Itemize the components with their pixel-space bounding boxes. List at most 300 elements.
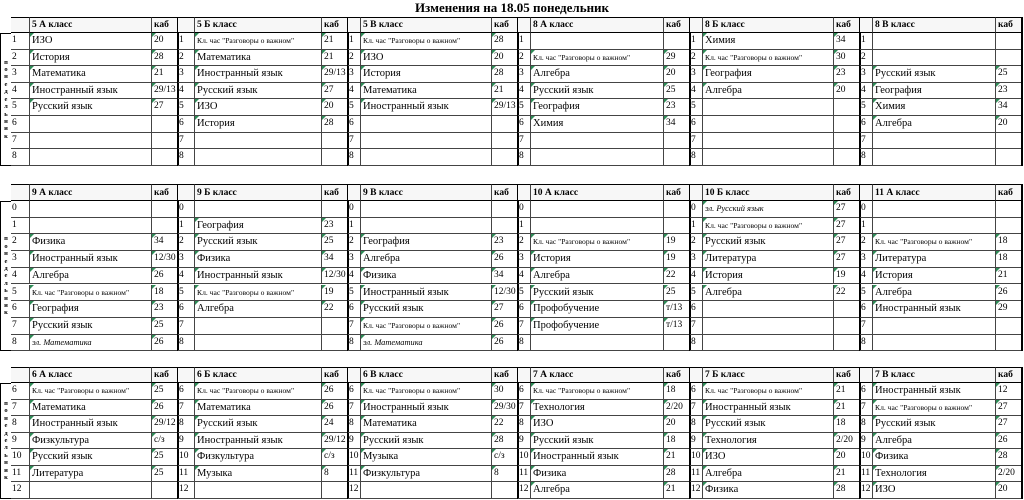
room-cell[interactable] [996, 318, 1022, 335]
subject-cell[interactable]: Русский язык [873, 416, 996, 433]
room-cell[interactable]: 27 [834, 218, 860, 235]
subject-cell[interactable]: эл. Математика [361, 335, 492, 352]
subject-cell[interactable]: Кл. час "Разговоры о важном" [361, 318, 492, 335]
subject-cell[interactable]: Русский язык [873, 66, 996, 83]
room-cell[interactable]: 26 [322, 383, 348, 400]
subject-cell[interactable]: Литература [703, 251, 834, 268]
room-cell[interactable]: 25 [664, 285, 690, 302]
room-cell[interactable]: 23 [152, 301, 178, 318]
subject-cell[interactable]: Русский язык [703, 416, 834, 433]
room-cell[interactable] [996, 218, 1022, 235]
room-cell[interactable] [152, 116, 178, 133]
room-cell[interactable] [152, 149, 178, 166]
subject-cell[interactable]: Литература [873, 251, 996, 268]
room-cell[interactable]: 34 [834, 33, 860, 50]
subject-cell[interactable]: Русский язык [531, 285, 664, 302]
lesson-number: 8 [518, 416, 531, 433]
subject-cell[interactable] [703, 301, 834, 318]
room-cell[interactable] [322, 149, 348, 166]
room-cell[interactable]: 29 [664, 50, 690, 67]
room-cell[interactable]: 8 [492, 466, 518, 483]
room-cell[interactable]: 28 [152, 50, 178, 67]
room-cell[interactable]: 18 [996, 234, 1022, 251]
room-cell[interactable]: 27 [492, 301, 518, 318]
subject-cell[interactable] [703, 133, 834, 150]
room-cell[interactable]: 26 [996, 285, 1022, 302]
subject-cell[interactable] [30, 116, 152, 133]
subject-cell[interactable] [195, 335, 322, 352]
lesson-number: 6 [11, 301, 30, 318]
room-cell[interactable]: 26 [322, 400, 348, 417]
room-cell[interactable]: 27 [996, 400, 1022, 417]
room-cell[interactable]: 18 [664, 433, 690, 450]
subject-cell[interactable]: Русский язык [30, 318, 152, 335]
room-cell[interactable]: 28 [492, 66, 518, 83]
room-cell[interactable]: 25 [152, 466, 178, 483]
subject-cell[interactable]: География [195, 218, 322, 235]
subject-cell[interactable] [30, 133, 152, 150]
subject-cell[interactable]: Химия [873, 99, 996, 116]
subject-cell[interactable]: Русский язык [195, 234, 322, 251]
lesson-number: 5 [518, 99, 531, 116]
subject-cell[interactable]: Химия [703, 33, 834, 50]
room-cell[interactable] [152, 133, 178, 150]
subject-cell[interactable]: Иностранный язык [30, 251, 152, 268]
subject-cell[interactable] [873, 201, 996, 218]
lesson-number: 5 [860, 285, 873, 302]
room-cell[interactable]: 25 [152, 383, 178, 400]
subject-cell[interactable] [703, 116, 834, 133]
room-cell[interactable] [664, 335, 690, 352]
subject-cell[interactable]: Иностранный язык [703, 400, 834, 417]
subject-cell[interactable]: История [195, 116, 322, 133]
subject-cell[interactable]: История [873, 268, 996, 285]
subject-cell[interactable]: Физкультура [195, 449, 322, 466]
subject-cell[interactable]: Технология [531, 400, 664, 417]
room-cell[interactable]: 25 [322, 234, 348, 251]
subject-cell[interactable] [361, 218, 492, 235]
room-cell[interactable]: 21 [492, 83, 518, 100]
subject-cell[interactable]: Химия [531, 116, 664, 133]
subject-cell[interactable]: Алгебра [531, 482, 664, 499]
subject-cell[interactable]: эл. Математика [30, 335, 152, 352]
room-cell[interactable]: 22 [664, 268, 690, 285]
class-header-num [178, 367, 195, 383]
room-cell[interactable]: 27 [996, 416, 1022, 433]
subject-cell[interactable]: Кл. час "Разговоры о важном" [703, 50, 834, 67]
subject-cell[interactable] [361, 116, 492, 133]
subject-cell[interactable]: История [30, 50, 152, 67]
room-cell[interactable] [996, 133, 1022, 150]
room-cell[interactable]: 26 [492, 335, 518, 352]
room-cell[interactable] [492, 116, 518, 133]
room-cell[interactable] [996, 201, 1022, 218]
subject-cell[interactable] [703, 318, 834, 335]
subject-cell[interactable]: История [531, 251, 664, 268]
room-cell[interactable]: 34 [492, 268, 518, 285]
room-cell[interactable]: 25 [152, 318, 178, 335]
room-cell[interactable]: 18 [664, 383, 690, 400]
subject-cell[interactable]: Профобучение [531, 318, 664, 335]
room-cell[interactable]: 21 [834, 383, 860, 400]
subject-cell[interactable]: Математика [361, 83, 492, 100]
room-cell[interactable]: 29/13 [152, 83, 178, 100]
subject-cell[interactable]: География [531, 99, 664, 116]
subject-cell[interactable]: Русский язык [195, 83, 322, 100]
subject-cell[interactable]: Физкультура [30, 433, 152, 450]
room-cell[interactable]: 20 [834, 449, 860, 466]
room-cell[interactable]: 30 [492, 383, 518, 400]
subject-cell[interactable]: Физика [195, 251, 322, 268]
subject-cell[interactable] [873, 149, 996, 166]
subject-cell[interactable] [873, 50, 996, 67]
room-cell[interactable]: т/13 [664, 318, 690, 335]
subject-cell[interactable] [531, 33, 664, 50]
room-cell[interactable]: с/з [152, 433, 178, 450]
room-cell[interactable]: 27 [834, 201, 860, 218]
subject-cell[interactable] [361, 149, 492, 166]
subject-cell[interactable] [531, 201, 664, 218]
room-cell[interactable]: 2/20 [996, 466, 1022, 483]
room-cell[interactable]: 26 [492, 318, 518, 335]
subject-cell[interactable]: Кл. час "Разговоры о важном" [703, 383, 834, 400]
room-cell[interactable]: 28 [996, 449, 1022, 466]
subject-cell[interactable]: Кл. час "Разговоры о важном" [873, 234, 996, 251]
subject-cell[interactable] [361, 201, 492, 218]
room-cell[interactable] [322, 201, 348, 218]
subject-cell[interactable] [30, 218, 152, 235]
subject-cell[interactable]: Русский язык [361, 433, 492, 450]
subject-cell[interactable]: Иностранный язык [30, 416, 152, 433]
subject-cell[interactable]: Алгебра [195, 301, 322, 318]
room-cell[interactable]: 26 [152, 335, 178, 352]
subject-cell[interactable] [30, 201, 152, 218]
room-cell[interactable] [664, 201, 690, 218]
room-cell[interactable] [996, 50, 1022, 67]
subject-cell[interactable]: Русский язык [361, 301, 492, 318]
lesson-number: 4 [860, 83, 873, 100]
room-cell[interactable]: 28 [492, 433, 518, 450]
subject-cell[interactable]: Русский язык [30, 99, 152, 116]
day-side-label: п о н е д е л ь н и к [0, 201, 11, 351]
subject-cell[interactable]: Алгебра [531, 66, 664, 83]
subject-cell[interactable] [703, 335, 834, 352]
room-cell[interactable]: 27 [152, 99, 178, 116]
subject-cell[interactable]: Алгебра [531, 268, 664, 285]
room-cell[interactable]: 29/13 [492, 99, 518, 116]
room-cell[interactable]: 12/30 [492, 285, 518, 302]
subject-cell[interactable]: Иностранный язык [195, 268, 322, 285]
room-cell[interactable] [664, 218, 690, 235]
room-cell[interactable]: 19 [664, 234, 690, 251]
room-cell[interactable]: 21 [322, 33, 348, 50]
room-cell[interactable]: 8 [322, 466, 348, 483]
subject-cell[interactable] [703, 149, 834, 166]
subject-cell[interactable]: Алгебра [361, 251, 492, 268]
subject-cell[interactable] [873, 318, 996, 335]
room-cell[interactable]: 24 [322, 416, 348, 433]
subject-cell[interactable]: Физика [361, 268, 492, 285]
subject-cell[interactable]: Литература [30, 466, 152, 483]
room-cell[interactable]: 26 [996, 433, 1022, 450]
room-cell[interactable] [492, 218, 518, 235]
subject-cell[interactable]: Технология [703, 433, 834, 450]
room-cell[interactable]: 25 [996, 66, 1022, 83]
subject-cell[interactable] [703, 99, 834, 116]
subject-cell[interactable]: История [703, 268, 834, 285]
subject-cell[interactable]: Иностранный язык [195, 433, 322, 450]
room-cell[interactable]: 26 [152, 400, 178, 417]
room-cell[interactable] [322, 318, 348, 335]
subject-cell[interactable] [195, 149, 322, 166]
subject-cell[interactable] [361, 133, 492, 150]
subject-cell[interactable] [531, 133, 664, 150]
room-cell[interactable]: 20 [664, 66, 690, 83]
room-cell[interactable]: 34 [322, 251, 348, 268]
subject-cell[interactable]: Иностранный язык [195, 66, 322, 83]
room-cell[interactable]: 29/13 [322, 66, 348, 83]
subject-cell[interactable]: Музыка [195, 466, 322, 483]
room-cell[interactable]: 12 [996, 383, 1022, 400]
room-cell[interactable] [664, 33, 690, 50]
room-cell[interactable] [492, 133, 518, 150]
room-cell[interactable] [996, 33, 1022, 50]
room-cell[interactable]: 21 [322, 50, 348, 67]
room-cell[interactable]: 12/30 [322, 268, 348, 285]
subject-cell[interactable] [361, 482, 492, 499]
room-cell[interactable]: 27 [834, 234, 860, 251]
room-cell[interactable]: 23 [492, 234, 518, 251]
subject-cell[interactable]: География [361, 234, 492, 251]
subject-cell[interactable] [531, 149, 664, 166]
subject-cell[interactable]: Алгебра [703, 466, 834, 483]
room-cell[interactable]: 27 [834, 251, 860, 268]
subject-cell[interactable]: Иностранный язык [361, 285, 492, 302]
room-cell[interactable]: 19 [322, 285, 348, 302]
subject-cell[interactable]: Иностранный язык [531, 449, 664, 466]
subject-cell[interactable]: Иностранный язык [873, 301, 996, 318]
subject-cell[interactable]: Кл. час "Разговоры о важном" [531, 50, 664, 67]
room-cell[interactable] [664, 149, 690, 166]
subject-cell[interactable]: Алгебра [703, 83, 834, 100]
room-cell[interactable]: 20 [834, 83, 860, 100]
room-cell[interactable] [996, 149, 1022, 166]
subject-cell[interactable] [531, 335, 664, 352]
room-cell[interactable]: 29 [996, 301, 1022, 318]
subject-cell[interactable] [30, 482, 152, 499]
subject-cell[interactable]: Алгебра [873, 116, 996, 133]
subject-cell[interactable]: Русский язык [531, 83, 664, 100]
room-cell[interactable]: 29/12 [322, 433, 348, 450]
room-cell[interactable] [996, 335, 1022, 352]
room-cell[interactable]: 21 [664, 449, 690, 466]
room-cell[interactable]: 2/20 [664, 400, 690, 417]
subject-cell[interactable]: Кл. час "Разговоры о важном" [361, 33, 492, 50]
room-cell[interactable] [834, 99, 860, 116]
subject-cell[interactable]: Физика [873, 449, 996, 466]
subject-cell[interactable]: История [361, 66, 492, 83]
subject-cell[interactable] [873, 335, 996, 352]
room-cell[interactable]: 2/20 [834, 433, 860, 450]
room-cell[interactable]: 34 [996, 99, 1022, 116]
room-cell[interactable] [322, 335, 348, 352]
room-cell[interactable]: 34 [664, 116, 690, 133]
room-cell[interactable] [834, 133, 860, 150]
subject-cell[interactable]: Математика [361, 416, 492, 433]
room-cell[interactable]: 23 [996, 83, 1022, 100]
subject-cell[interactable]: Кл. час "Разговоры о важном" [531, 383, 664, 400]
room-cell[interactable]: 21 [664, 482, 690, 499]
subject-cell[interactable]: ИЗО [361, 50, 492, 67]
subject-cell[interactable]: Кл. час "Разговоры о важном" [873, 400, 996, 417]
class-header: 5 А класс [30, 17, 152, 33]
subject-cell[interactable]: Иностранный язык [361, 99, 492, 116]
room-cell[interactable] [834, 149, 860, 166]
room-cell[interactable]: 20 [492, 50, 518, 67]
room-cell[interactable] [834, 301, 860, 318]
subject-cell[interactable]: Алгебра [30, 268, 152, 285]
room-cell[interactable]: 23 [664, 99, 690, 116]
subject-cell[interactable]: Русский язык [195, 416, 322, 433]
room-cell[interactable] [834, 335, 860, 352]
subject-cell[interactable]: ИЗО [703, 449, 834, 466]
subject-cell[interactable] [195, 318, 322, 335]
room-cell[interactable]: 26 [492, 251, 518, 268]
subject-cell[interactable] [195, 133, 322, 150]
lesson-number: 7 [860, 400, 873, 417]
subject-cell[interactable]: География [30, 301, 152, 318]
subject-cell[interactable] [531, 218, 664, 235]
subject-cell[interactable]: Музыка [361, 449, 492, 466]
subject-cell[interactable] [195, 201, 322, 218]
room-cell[interactable]: 34 [152, 234, 178, 251]
subject-cell[interactable] [873, 33, 996, 50]
subject-cell[interactable]: Физика [703, 482, 834, 499]
subject-cell[interactable]: Физика [30, 234, 152, 251]
room-cell[interactable] [492, 201, 518, 218]
subject-cell[interactable]: Иностранный язык [30, 83, 152, 100]
room-cell[interactable] [492, 482, 518, 499]
room-cell[interactable] [834, 318, 860, 335]
room-cell[interactable]: т/13 [664, 301, 690, 318]
subject-cell[interactable]: Русский язык [30, 449, 152, 466]
room-cell[interactable]: 23 [322, 218, 348, 235]
subject-cell[interactable]: Кл. час "Разговоры о важном" [30, 383, 152, 400]
subject-cell[interactable]: Русский язык [703, 234, 834, 251]
room-cell[interactable]: 18 [152, 285, 178, 302]
room-cell[interactable]: 29/12 [152, 416, 178, 433]
room-cell[interactable]: 20 [322, 99, 348, 116]
subject-cell[interactable]: Физика [531, 466, 664, 483]
subject-cell[interactable]: Кл. час "Разговоры о важном" [195, 285, 322, 302]
room-cell[interactable]: 20 [152, 33, 178, 50]
subject-cell[interactable] [873, 218, 996, 235]
subject-cell[interactable]: Математика [30, 66, 152, 83]
room-cell[interactable]: 26 [152, 268, 178, 285]
room-cell[interactable]: 20 [664, 416, 690, 433]
room-cell[interactable]: 25 [152, 449, 178, 466]
room-cell[interactable]: 19 [664, 251, 690, 268]
room-cell[interactable]: 28 [492, 33, 518, 50]
subject-cell[interactable]: Алгебра [703, 285, 834, 302]
subject-cell[interactable]: Кл. час "Разговоры о важном" [361, 383, 492, 400]
room-cell[interactable]: 12/30 [152, 251, 178, 268]
room-cell[interactable]: 28 [664, 466, 690, 483]
room-cell[interactable]: 23 [834, 66, 860, 83]
room-cell[interactable]: 22 [492, 416, 518, 433]
room-cell[interactable] [152, 201, 178, 218]
room-cell[interactable]: 21 [834, 400, 860, 417]
subject-cell[interactable]: Кл. час "Разговоры о важном" [531, 234, 664, 251]
room-cell[interactable]: с/з [492, 449, 518, 466]
room-cell[interactable]: 21 [996, 268, 1022, 285]
subject-cell[interactable] [30, 149, 152, 166]
subject-cell[interactable]: Кл. час "Разговоры о важном" [30, 285, 152, 302]
subject-cell[interactable]: Кл. час "Разговоры о важном" [195, 33, 322, 50]
subject-cell[interactable]: ИЗО [30, 33, 152, 50]
subject-cell[interactable]: Технология [873, 466, 996, 483]
room-cell[interactable]: 27 [322, 83, 348, 100]
subject-cell[interactable]: Иностранный язык [873, 383, 996, 400]
room-cell[interactable] [322, 482, 348, 499]
lesson-number: 7 [518, 133, 531, 150]
room-cell[interactable]: 22 [834, 285, 860, 302]
room-cell[interactable] [152, 218, 178, 235]
lesson-number: 8 [690, 335, 703, 352]
subject-cell[interactable] [873, 133, 996, 150]
room-cell[interactable] [322, 133, 348, 150]
subject-cell[interactable]: Иностранный язык [361, 400, 492, 417]
subject-cell[interactable]: Математика [195, 400, 322, 417]
room-cell[interactable]: 28 [834, 482, 860, 499]
room-cell[interactable] [664, 133, 690, 150]
subject-cell[interactable]: ИЗО [531, 416, 664, 433]
subject-cell[interactable]: Физкультура [361, 466, 492, 483]
room-cell[interactable]: 21 [152, 66, 178, 83]
subject-cell[interactable] [195, 482, 322, 499]
subject-cell[interactable]: Алгебра [873, 433, 996, 450]
room-cell[interactable]: с/з [322, 449, 348, 466]
room-cell[interactable]: 25 [664, 83, 690, 100]
room-cell[interactable] [492, 149, 518, 166]
room-cell[interactable]: 18 [996, 251, 1022, 268]
subject-cell[interactable]: ИЗО [873, 482, 996, 499]
room-cell[interactable]: 28 [322, 116, 348, 133]
subject-cell[interactable]: Русский язык [531, 433, 664, 450]
room-cell[interactable] [152, 482, 178, 499]
subject-cell[interactable]: Математика [30, 400, 152, 417]
subject-cell[interactable]: эл. Русский язык [703, 201, 834, 218]
room-cell[interactable]: 29/30 [492, 400, 518, 417]
subject-cell[interactable]: Кл. час "Разговоры о важном" [703, 218, 834, 235]
room-cell[interactable] [834, 116, 860, 133]
room-cell[interactable]: 19 [834, 268, 860, 285]
subject-cell[interactable]: География [703, 66, 834, 83]
room-cell[interactable]: 22 [322, 301, 348, 318]
room-cell[interactable]: 30 [834, 50, 860, 67]
room-cell[interactable]: 18 [834, 416, 860, 433]
lesson-number: 1 [518, 218, 531, 235]
room-cell[interactable]: 20 [996, 116, 1022, 133]
subject-cell[interactable]: Профобучение [531, 301, 664, 318]
subject-cell[interactable]: Математика [195, 50, 322, 67]
room-cell[interactable]: 21 [834, 466, 860, 483]
subject-cell[interactable]: Алгебра [873, 285, 996, 302]
subject-cell[interactable]: Кл. час "Разговоры о важном" [195, 383, 322, 400]
room-cell[interactable]: 20 [996, 482, 1022, 499]
subject-cell[interactable]: География [873, 83, 996, 100]
subject-cell[interactable]: ИЗО [195, 99, 322, 116]
